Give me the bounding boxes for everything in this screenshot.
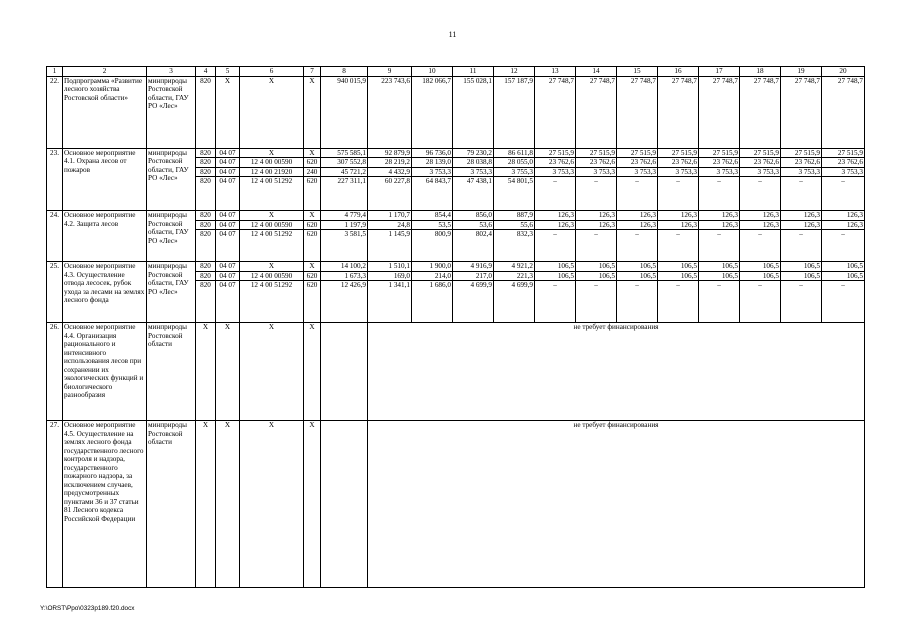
value-cell: 27 515,9	[740, 148, 781, 158]
value-cell: 820	[196, 230, 216, 262]
value-cell: 27 748,7	[617, 76, 658, 148]
value-cell: X	[216, 76, 240, 148]
value-cell: 126,3	[781, 220, 822, 230]
value-cell: 28 219,2	[368, 158, 412, 168]
value-cell: –	[699, 177, 740, 211]
value-cell: 3 753,3	[617, 167, 658, 177]
value-cell: 27 515,9	[699, 148, 740, 158]
value-cell: 27 515,9	[781, 148, 822, 158]
value-cell: 12 426,9	[321, 281, 368, 323]
row-number: 27.	[47, 421, 63, 588]
value-cell: 106,5	[740, 271, 781, 281]
value-cell: 240	[304, 167, 321, 177]
funding-note: не требует финансирования	[368, 421, 865, 588]
value-cell: 27 515,9	[822, 148, 865, 158]
value-cell: –	[822, 177, 865, 211]
value-cell: 106,5	[658, 262, 699, 272]
mark-cell: X	[196, 323, 216, 421]
value-cell: –	[822, 230, 865, 262]
value-cell: 47 438,1	[453, 177, 494, 211]
value-cell: 23 762,6	[617, 158, 658, 168]
value-cell: 04 07	[216, 158, 240, 168]
header-cell: 15	[617, 67, 658, 77]
value-cell: 27 515,9	[658, 148, 699, 158]
value-cell: 820	[196, 281, 216, 323]
value-cell: 832,3	[494, 230, 535, 262]
mark-cell: X	[196, 421, 216, 588]
value-cell: 1 673,3	[321, 271, 368, 281]
value-cell: 1 170,7	[368, 211, 412, 221]
value-cell: 820	[196, 262, 216, 272]
value-cell: 169,0	[368, 271, 412, 281]
value-cell: 126,3	[658, 220, 699, 230]
value-cell: 940 015,9	[321, 76, 368, 148]
value-cell: 106,5	[576, 262, 617, 272]
activity-name: Основное мероприятие 4.2. Защита лесов	[63, 211, 147, 262]
value-cell: 126,3	[822, 211, 865, 221]
value-cell: 86 611,8	[494, 148, 535, 158]
value-cell: X	[304, 76, 321, 148]
value-cell: 575 585,1	[321, 148, 368, 158]
header-cell: 1	[47, 67, 63, 77]
value-cell: 126,3	[576, 220, 617, 230]
mark-cell: X	[240, 323, 304, 421]
value-cell: 4 779,4	[321, 211, 368, 221]
header-cell: 13	[535, 67, 576, 77]
header-cell: 16	[658, 67, 699, 77]
table-row	[47, 76, 865, 148]
value-cell: 620	[304, 158, 321, 168]
value-cell: 3 753,3	[576, 167, 617, 177]
value-cell: 820	[196, 271, 216, 281]
value-cell: 04 07	[216, 148, 240, 158]
value-cell: 106,5	[617, 271, 658, 281]
value-cell: 126,3	[822, 220, 865, 230]
mark-cell: X	[304, 421, 321, 588]
value-cell: 1 686,0	[412, 281, 453, 323]
value-cell: 3 581,5	[321, 230, 368, 262]
header-cell: 20	[822, 67, 865, 77]
value-cell: 4 699,9	[494, 281, 535, 323]
value-cell: 12 4 00 51292	[240, 281, 304, 323]
value-cell: 106,5	[535, 271, 576, 281]
value-cell: 92 879,9	[368, 148, 412, 158]
mark-cell: X	[240, 421, 304, 588]
value-cell: 04 07	[216, 177, 240, 211]
value-cell: 27 515,9	[617, 148, 658, 158]
header-cell: 6	[240, 67, 304, 77]
activity-name: Основное мероприятие 4.3. Осуществление отвода лесосек, рубок ухода за лесами на землях лесного фонда	[63, 262, 147, 323]
row-number: 23.	[47, 148, 63, 211]
header-cell: 18	[740, 67, 781, 77]
value-cell: 04 07	[216, 271, 240, 281]
value-cell: 820	[196, 76, 216, 148]
value-cell: –	[822, 281, 865, 323]
value-cell: 3 755,3	[494, 167, 535, 177]
value-cell: –	[699, 281, 740, 323]
value-cell: –	[658, 177, 699, 211]
value-cell: –	[617, 177, 658, 211]
value-cell: 3 753,3	[822, 167, 865, 177]
value-cell: X	[240, 148, 304, 158]
value-cell: 28 139,0	[412, 158, 453, 168]
header-cell: 10	[412, 67, 453, 77]
funding-note: не требует финансирования	[368, 323, 865, 421]
executor: минприроды Ростовской области	[147, 323, 196, 421]
row-number: 22.	[47, 76, 63, 148]
value-cell: 04 07	[216, 167, 240, 177]
table-row	[47, 148, 865, 158]
value-cell: –	[781, 177, 822, 211]
executor: минприроды Ростовской области	[147, 421, 196, 588]
value-cell: 820	[196, 158, 216, 168]
value-cell: 27 748,7	[781, 76, 822, 148]
value-cell: 217,0	[453, 271, 494, 281]
value-cell: 155 028,1	[453, 76, 494, 148]
value-cell: 106,5	[781, 262, 822, 272]
value-cell: 04 07	[216, 211, 240, 221]
value-cell: 23 762,6	[576, 158, 617, 168]
value-cell: 106,5	[781, 271, 822, 281]
value-cell: 106,5	[822, 271, 865, 281]
value-cell: 04 07	[216, 262, 240, 272]
value-cell: 307 552,8	[321, 158, 368, 168]
value-cell: 106,5	[535, 262, 576, 272]
value-cell: 04 07	[216, 281, 240, 323]
value-cell: 856,0	[453, 211, 494, 221]
header-cell: 7	[304, 67, 321, 77]
value-cell: 126,3	[658, 211, 699, 221]
value-cell: 126,3	[781, 211, 822, 221]
value-cell: 620	[304, 177, 321, 211]
row-number: 26.	[47, 323, 63, 421]
value-cell: 106,5	[740, 262, 781, 272]
value-cell: 4 432,9	[368, 167, 412, 177]
value-cell: –	[781, 281, 822, 323]
value-cell: 3 753,3	[658, 167, 699, 177]
value-cell: 04 07	[216, 230, 240, 262]
header-cell: 14	[576, 67, 617, 77]
activity-name: Основное мероприятие 4.4. Организация рационального и интенсивного использования лесов при сохранении их экологических функций и биологического разнообразия	[63, 323, 147, 421]
footer-file-path: Y:\ORST\Ppo\0323p189.f20.docx	[40, 605, 135, 612]
value-cell: 27 515,9	[576, 148, 617, 158]
value-cell: –	[740, 230, 781, 262]
value-cell: 223 743,6	[368, 76, 412, 148]
table-row	[47, 262, 865, 272]
value-cell: 227 311,1	[321, 177, 368, 211]
header-cell: 17	[699, 67, 740, 77]
row-number: 24.	[47, 211, 63, 262]
value-cell: 27 748,7	[822, 76, 865, 148]
value-cell: 126,3	[699, 211, 740, 221]
value-cell: 620	[304, 230, 321, 262]
value-cell: 126,3	[740, 220, 781, 230]
value-cell: 23 762,6	[535, 158, 576, 168]
table-row	[47, 323, 865, 421]
header-cell: 2	[63, 67, 147, 77]
value-cell: 214,0	[412, 271, 453, 281]
executor: минприроды Ростовской области, ГАУ РО «Лес»	[147, 211, 196, 262]
value-cell: 24,8	[368, 220, 412, 230]
value-cell: 106,5	[576, 271, 617, 281]
value-cell: 28 038,8	[453, 158, 494, 168]
value-cell: X	[304, 211, 321, 221]
value-cell: 221,3	[494, 271, 535, 281]
value-cell: 3 753,3	[412, 167, 453, 177]
value-cell: 1 145,9	[368, 230, 412, 262]
value-cell: –	[576, 281, 617, 323]
activity-name: Основное мероприятие 4.5. Осуществление на землях лесного фонда государственного лесного контроля и надзора, государственного пожарного надзора, за исключением случаев, предусмотренных пунктами 36 и 37 статьи 81 Лесного кодекса Российской Федерации	[63, 421, 147, 588]
value-cell: 106,5	[822, 262, 865, 272]
value-cell: 27 515,9	[535, 148, 576, 158]
empty-cell	[321, 421, 368, 588]
value-cell: –	[658, 281, 699, 323]
value-cell: 12 4 00 51292	[240, 177, 304, 211]
executor: минприроды Ростовской области, ГАУ РО «Лес»	[147, 76, 196, 148]
value-cell: 620	[304, 220, 321, 230]
header-cell: 3	[147, 67, 196, 77]
table-row	[47, 211, 865, 221]
page-number: 11	[448, 30, 457, 39]
value-cell: 23 762,6	[699, 158, 740, 168]
value-cell: X	[240, 76, 304, 148]
value-cell: –	[740, 177, 781, 211]
value-cell: 157 187,9	[494, 76, 535, 148]
value-cell: 820	[196, 211, 216, 221]
value-cell: 4 699,9	[453, 281, 494, 323]
header-cell: 9	[368, 67, 412, 77]
value-cell: X	[240, 262, 304, 272]
header-cell: 19	[781, 67, 822, 77]
value-cell: 60 227,8	[368, 177, 412, 211]
value-cell: 182 066,7	[412, 76, 453, 148]
table-header-row	[47, 67, 865, 77]
value-cell: –	[535, 230, 576, 262]
row-number: 25.	[47, 262, 63, 323]
value-cell: 4 916,9	[453, 262, 494, 272]
executor: минприроды Ростовской области, ГАУ РО «Лес»	[147, 262, 196, 323]
value-cell: 27 748,7	[535, 76, 576, 148]
value-cell: 53,6	[453, 220, 494, 230]
value-cell: 3 753,3	[453, 167, 494, 177]
value-cell: 1 900,0	[412, 262, 453, 272]
value-cell: 820	[196, 148, 216, 158]
header-cell: 4	[196, 67, 216, 77]
value-cell: 620	[304, 271, 321, 281]
value-cell: 27 748,7	[576, 76, 617, 148]
value-cell: 27 748,7	[740, 76, 781, 148]
value-cell: 820	[196, 167, 216, 177]
value-cell: 3 753,3	[781, 167, 822, 177]
value-cell: –	[658, 230, 699, 262]
value-cell: 106,5	[617, 262, 658, 272]
header-cell: 12	[494, 67, 535, 77]
value-cell: 23 762,6	[740, 158, 781, 168]
header-cell: 5	[216, 67, 240, 77]
value-cell: 96 736,0	[412, 148, 453, 158]
value-cell: 126,3	[576, 211, 617, 221]
value-cell: 126,3	[699, 220, 740, 230]
table-row	[47, 421, 865, 588]
mark-cell: X	[216, 421, 240, 588]
value-cell: 12 4 00 00590	[240, 158, 304, 168]
value-cell: X	[304, 148, 321, 158]
value-cell: 55,6	[494, 220, 535, 230]
value-cell: X	[240, 211, 304, 221]
value-cell: 27 748,7	[658, 76, 699, 148]
value-cell: –	[781, 230, 822, 262]
value-cell: –	[740, 281, 781, 323]
empty-cell	[321, 323, 368, 421]
value-cell: –	[617, 230, 658, 262]
activity-name: Подпрограмма «Развитие лесного хозяйства Ростовской области»	[63, 76, 147, 148]
value-cell: 106,5	[658, 271, 699, 281]
value-cell: 887,9	[494, 211, 535, 221]
mark-cell: X	[216, 323, 240, 421]
value-cell: 27 748,7	[699, 76, 740, 148]
value-cell: 12 4 00 00590	[240, 271, 304, 281]
value-cell: 3 753,3	[740, 167, 781, 177]
value-cell: 4 921,2	[494, 262, 535, 272]
value-cell: 802,4	[453, 230, 494, 262]
value-cell: 12 4 00 51292	[240, 230, 304, 262]
value-cell: 820	[196, 177, 216, 211]
executor: минприроды Ростовской области, ГАУ РО «Лес»	[147, 148, 196, 211]
value-cell: 23 762,6	[822, 158, 865, 168]
value-cell: 53,5	[412, 220, 453, 230]
activity-name: Основное мероприятие 4.1. Охрана лесов от пожаров	[63, 148, 147, 211]
value-cell: 620	[304, 281, 321, 323]
value-cell: 126,3	[740, 211, 781, 221]
value-cell: 3 753,3	[535, 167, 576, 177]
value-cell: –	[535, 177, 576, 211]
header-cell: 8	[321, 67, 368, 77]
value-cell: 54 801,5	[494, 177, 535, 211]
value-cell: 126,3	[617, 211, 658, 221]
value-cell: –	[617, 281, 658, 323]
value-cell: 1 197,9	[321, 220, 368, 230]
value-cell: X	[304, 262, 321, 272]
value-cell: 106,5	[699, 271, 740, 281]
value-cell: 1 510,1	[368, 262, 412, 272]
value-cell: 12 4 00 21920	[240, 167, 304, 177]
header-cell: 11	[453, 67, 494, 77]
value-cell: 126,3	[535, 220, 576, 230]
value-cell: 126,3	[617, 220, 658, 230]
value-cell: 106,5	[699, 262, 740, 272]
budget-table	[46, 66, 865, 588]
mark-cell: X	[304, 323, 321, 421]
value-cell: –	[535, 281, 576, 323]
value-cell: 04 07	[216, 220, 240, 230]
value-cell: 14 100,2	[321, 262, 368, 272]
value-cell: 820	[196, 220, 216, 230]
value-cell: 12 4 00 00590	[240, 220, 304, 230]
value-cell: 800,9	[412, 230, 453, 262]
value-cell: 45 721,2	[321, 167, 368, 177]
value-cell: –	[699, 230, 740, 262]
value-cell: 79 230,2	[453, 148, 494, 158]
value-cell: –	[576, 177, 617, 211]
value-cell: 1 341,1	[368, 281, 412, 323]
value-cell: 854,4	[412, 211, 453, 221]
value-cell: 23 762,6	[658, 158, 699, 168]
value-cell: 3 753,3	[699, 167, 740, 177]
value-cell: –	[576, 230, 617, 262]
value-cell: 64 843,7	[412, 177, 453, 211]
value-cell: 23 762,6	[781, 158, 822, 168]
value-cell: 126,3	[535, 211, 576, 221]
value-cell: 28 055,0	[494, 158, 535, 168]
